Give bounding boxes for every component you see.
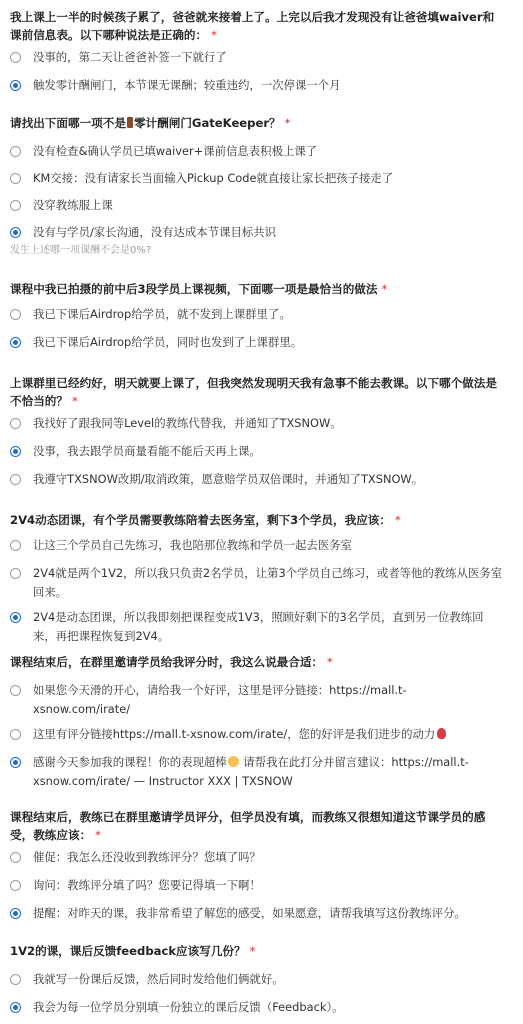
radio-button-checked[interactable]	[10, 227, 21, 238]
question-title	[10, 808, 505, 844]
option-label: 我已下课后Airdrop给学员，就不发到上课群里了。	[33, 307, 291, 321]
option-label: 询问：教练评分填了吗？您要记得填一下啊！	[33, 878, 261, 892]
option-label: 没有与学员/家长沟通，没有达成本节课目标共识	[33, 225, 277, 239]
question-note: 发生上述哪一项课酬不会是0%?	[10, 245, 152, 256]
radio-button-checked[interactable]	[10, 908, 21, 919]
clap-icon	[228, 756, 239, 767]
question-title-text: 1V2的课，课后反馈feedback应该写几份？	[10, 944, 246, 958]
option-label: 我遵守TXSNOW改期/取消政策，愿意赔学员双倍课时，并通知了TXSNOW。	[33, 472, 424, 486]
option-label: 没事，我去跟学员商量看能不能后天再上课。	[33, 444, 261, 458]
radio-button[interactable]	[10, 974, 21, 985]
question-title-text: 爸爸就来接着上了。上完以后我才发现没有让爸爸填waiver和课前信息表。以下哪种说法是正确的：	[10, 10, 495, 42]
radio-button[interactable]	[10, 685, 21, 696]
option-label: 2V4是动态团课，所以我即刻把课程变成1V3，照顾好剩下的3名学员，直到另一位教练回来，再把课程恢复到2V4。	[33, 610, 484, 643]
question-title-text: 上课群里已经约好，明天就要上课了，但我突然发现明天我有急事不能去教课。以下哪个做法是不恰当的？	[10, 376, 497, 408]
radio-button-checked[interactable]	[10, 446, 21, 457]
radio-button-checked[interactable]	[10, 80, 21, 91]
question-title	[10, 374, 505, 410]
question-title	[10, 511, 505, 529]
required-mark: *	[71, 394, 78, 408]
option-label: 如果您今天滑的开心，请给我一个好评，这里是评分链接：https://mall.t-xsnow.com/irate/	[33, 683, 407, 716]
radio-button-checked[interactable]	[10, 1002, 21, 1013]
option-label: 我找好了跟我同等Level的教练代替我，并通知了TXSNOW。	[33, 416, 342, 430]
required-mark: *	[327, 655, 333, 669]
radio-button[interactable]	[10, 852, 21, 863]
option-label: 2V4就是两个1V2，所以我只负责2名学员，让第3个学员自己练习，或者等他的教练从医务室回来。	[33, 566, 503, 599]
option-label-text: 感谢今天参加我的课程！你的表现超棒	[33, 755, 227, 769]
radio-button[interactable]	[10, 200, 21, 211]
option-label	[33, 753, 503, 791]
radio-button[interactable]	[10, 173, 21, 184]
option-label: KM交接：没有请家长当面输入Pickup Code就直接让家长把孩子接走了	[33, 171, 394, 185]
radio-button[interactable]	[10, 729, 21, 740]
radio-button[interactable]	[10, 309, 21, 320]
option-label: 没事的，第二天让爸爸补签一下就行了	[33, 50, 227, 64]
required-mark: *	[395, 513, 401, 527]
option-label	[33, 725, 503, 744]
question-title	[10, 8, 505, 44]
required-mark: *	[284, 116, 291, 130]
required-mark: *	[249, 944, 256, 958]
radio-button-checked[interactable]	[10, 337, 21, 348]
question-title-text: 我上课上一半的时候孩子累了，	[10, 10, 173, 24]
radio-button[interactable]	[10, 880, 21, 891]
question-title-text: 2V4动态团课，有个学员需要教练陪着去医务室，剩下3个学员，我应该：	[10, 513, 391, 527]
required-mark: *	[95, 828, 101, 842]
question-title-text: 请找出下面哪一项不是	[10, 116, 126, 130]
question-title	[10, 942, 505, 960]
option-label: 我会为每一位学员分别填一份独立的课后反馈（Feedback）。	[33, 1000, 344, 1014]
radio-button-checked[interactable]	[10, 612, 21, 623]
option-label: 我已下课后Airdrop给学员，同时也发到了上课群里。	[33, 335, 303, 349]
radio-button[interactable]	[10, 540, 21, 551]
door-icon	[127, 117, 133, 128]
question-title-text: 课程结束后，教练已在群里邀请学员评分，但学员没有填，而教练又很想知道这节课学员的感受，教练应该：	[10, 810, 486, 842]
radio-button-checked[interactable]	[10, 757, 21, 768]
question-title	[10, 280, 505, 298]
option-label-text: 请帮我在此打分并留言建议：https://mall.t-xsnow.com/irate/ — Instructor XXX | TXSNOW	[33, 755, 469, 788]
question-title-text: 课程结束后，在群里邀请学员给我评分时，我这么说最合适：	[10, 655, 324, 669]
radio-button[interactable]	[10, 146, 21, 157]
option-label: 触发零计酬闸门，本节课无课酬；较重违约，一次停课一个月	[33, 78, 341, 92]
option-label: 没穿教练服上课	[33, 198, 113, 212]
question-title	[10, 653, 505, 671]
question-title	[10, 114, 505, 132]
option-label: 让这三个学员自己先练习，我也陪那位教练和学员一起去医务室	[33, 538, 352, 552]
option-label: 我就写一份课后反馈，然后同时发给他们俩就好。	[33, 972, 284, 986]
option-label-text: 这里有评分链接https://mall.t-xsnow.com/irate/，您的好评是我们进步的动力	[33, 727, 436, 741]
radio-button[interactable]	[10, 52, 21, 63]
question-title-text: 课程中我已拍摄的前中后3段学员上课视频，下面哪一项是最恰当的做法	[10, 282, 378, 296]
rose-icon	[437, 728, 446, 739]
radio-button[interactable]	[10, 568, 21, 579]
option-label: 没有检查&确认学员已填waiver+课前信息表积极上课了	[33, 144, 318, 158]
required-mark: *	[211, 28, 217, 42]
option-label: 提醒：对昨天的课，我非常希望了解您的感受，如果愿意，请帮我填写这份教练评分。	[33, 906, 466, 920]
option-label: 催促：我怎么还没收到教练评分？您填了吗？	[33, 850, 261, 864]
radio-button[interactable]	[10, 474, 21, 485]
question-title-text: 零计酬闸门GateKeeper？	[133, 116, 281, 130]
radio-button[interactable]	[10, 418, 21, 429]
required-mark: *	[381, 282, 388, 296]
